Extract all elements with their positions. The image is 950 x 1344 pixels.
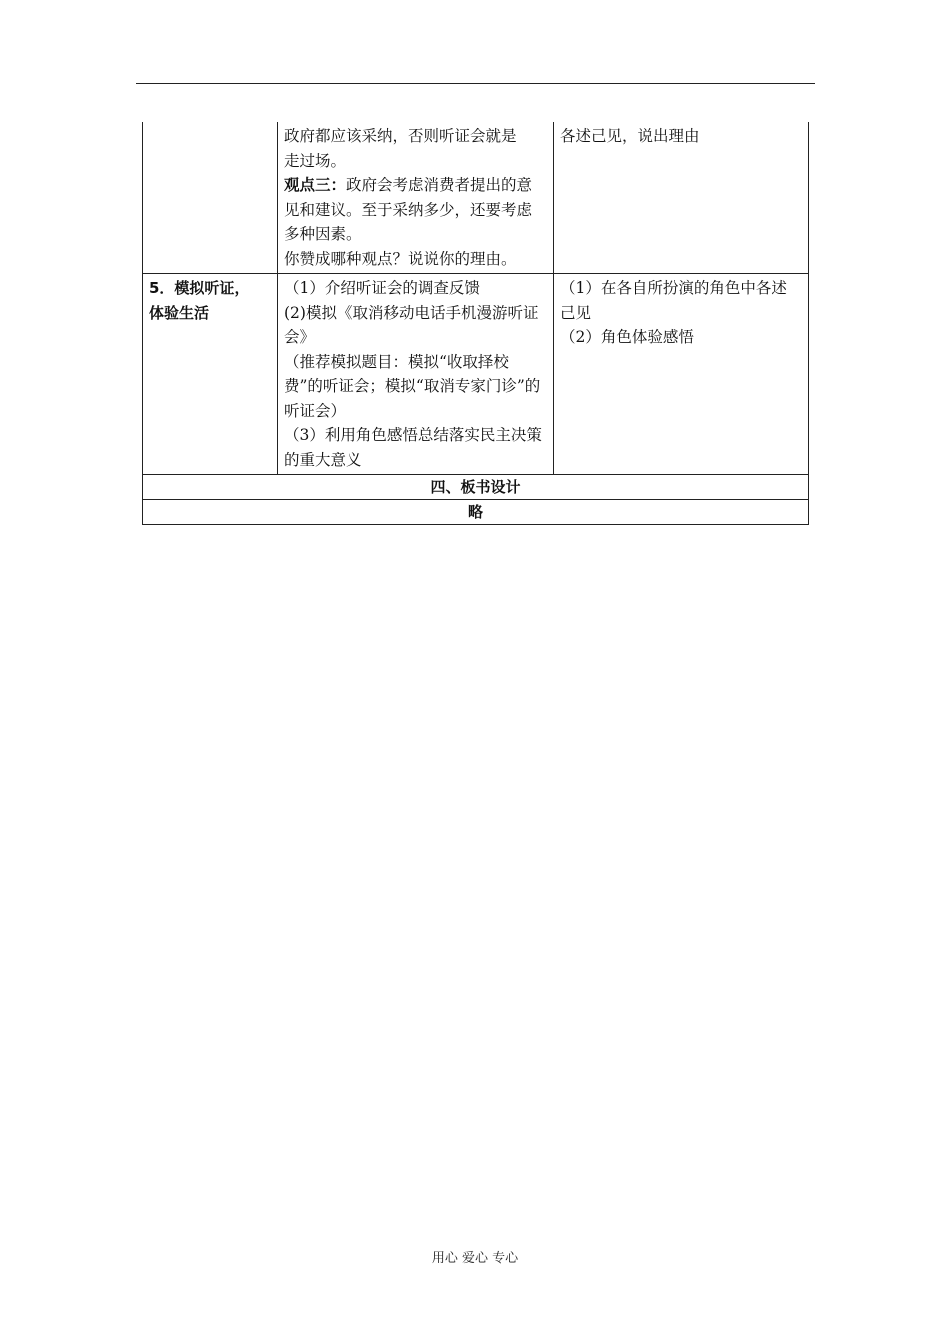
student-activity-cell xyxy=(554,274,809,475)
stage-title-cell xyxy=(143,274,278,475)
teacher-step: (2)模拟《取消移动电话手机漫游听证会》 xyxy=(284,303,539,346)
stage-title-line: 体验生活 xyxy=(149,303,210,322)
teacher-step: （推荐模拟题目：模拟“收取择校费”的听证会；模拟“取消专家门诊”的听证会） xyxy=(284,352,541,420)
board-design-heading: 四、板书设计 xyxy=(143,475,809,500)
table-row-stage5 xyxy=(143,274,809,475)
page-footer: 用心 爱心 专心 xyxy=(431,1251,519,1266)
table-row-board-heading xyxy=(143,475,809,500)
viewpoint-three-text: 政府会考虑消费者提出的意见和建议。至于采纳多少，还要考虑多种因素。 xyxy=(284,176,533,243)
stage-cell-empty xyxy=(143,122,278,274)
teacher-line: 走过场。 xyxy=(284,151,347,170)
teacher-activity-cell xyxy=(278,122,554,274)
board-design-content: 略 xyxy=(143,500,809,525)
viewpoint-three xyxy=(284,173,547,247)
stage-title-line: 5．模拟听证， xyxy=(149,279,250,297)
teacher-activity-cell xyxy=(278,274,554,475)
header-rule xyxy=(136,83,815,84)
student-step: （1）在各自所扮演的角色中各述己见 xyxy=(560,279,787,322)
table-row-continued xyxy=(143,122,809,274)
student-step: （2）角色体验感悟 xyxy=(560,328,694,346)
table-row-board-content xyxy=(143,500,809,525)
teacher-step: （3）利用角色感悟总结落实民主决策的重大意义 xyxy=(284,426,542,469)
student-activity-cell xyxy=(554,122,809,274)
discussion-question: 你赞成哪种观点？说说你的理由。 xyxy=(284,249,517,268)
teacher-step: （1）介绍听证会的调查反馈 xyxy=(284,279,480,297)
teacher-line: 政府都应该采纳，否则听证会就是 xyxy=(284,127,517,145)
viewpoint-three-label: 观点三： xyxy=(284,176,347,194)
student-response: 各述己见，说出理由 xyxy=(560,127,700,145)
lesson-plan-table xyxy=(142,122,809,525)
